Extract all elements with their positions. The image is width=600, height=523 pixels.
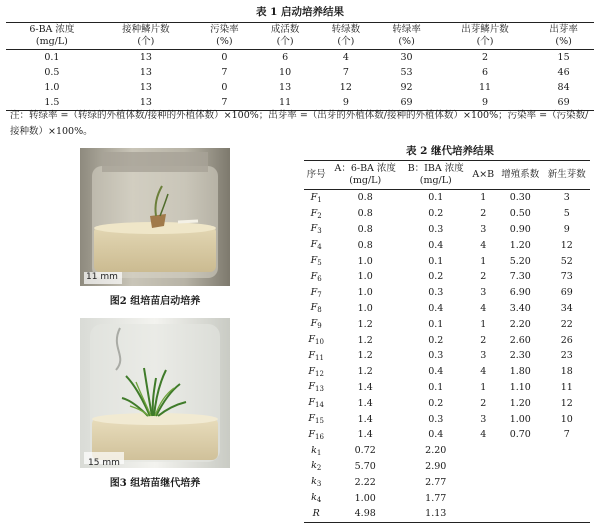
table-cell: 6 <box>282 52 289 63</box>
table1-header: 接种鳞片数 (个) <box>122 24 170 47</box>
table-row <box>304 332 590 348</box>
table-cell: 2.20 <box>509 318 531 330</box>
row-subscript: 10 <box>315 338 324 347</box>
row-subscript: 3 <box>316 480 322 489</box>
table-cell: 1.0 <box>44 82 60 93</box>
table-cell: 1.2 <box>357 350 373 362</box>
table-cell: 2.77 <box>425 476 447 488</box>
table-row <box>304 348 590 364</box>
table2-header: 新生芽数 <box>547 169 586 180</box>
row-symbol: F <box>310 223 318 235</box>
table-cell: 69 <box>557 97 570 108</box>
row-id <box>304 395 328 411</box>
table-row <box>304 411 590 427</box>
table-cell: 73 <box>560 271 573 283</box>
table-cell: 5.20 <box>509 255 531 267</box>
table-cell: 7 <box>221 67 228 78</box>
table-row <box>304 253 590 269</box>
row-subscript: 7 <box>317 290 322 299</box>
figure2-caption: 图2 组培苗启动培养 <box>109 296 201 307</box>
row-id <box>304 474 328 490</box>
table-cell: 53 <box>400 67 413 78</box>
table-row <box>304 506 590 522</box>
table-cell <box>497 474 543 490</box>
table-cell: 15 <box>557 52 570 63</box>
table-cell: 3 <box>480 287 487 299</box>
table-cell: 84 <box>557 82 570 93</box>
row-subscript: 6 <box>317 274 322 283</box>
table-cell: 11 <box>279 97 292 108</box>
figure3-scale-label: 15 mm <box>88 458 120 468</box>
table-row <box>304 269 590 285</box>
table-cell: 2 <box>480 397 487 409</box>
table-cell: 1.2 <box>357 366 373 378</box>
table-cell: 1.2 <box>357 318 373 330</box>
row-subscript: 12 <box>315 369 324 378</box>
row-subscript: 3 <box>317 227 322 236</box>
table-cell: 2.20 <box>425 445 447 457</box>
row-subscript: 5 <box>317 259 322 268</box>
table-row <box>304 395 590 411</box>
row-subscript: 13 <box>315 385 324 394</box>
table-cell: 3 <box>480 350 487 362</box>
table-cell: 0.2 <box>428 208 444 220</box>
table-cell: 4 <box>480 429 487 441</box>
table-cell: 6 <box>482 67 489 78</box>
table-cell: 0.8 <box>357 208 373 220</box>
table-cell: 2 <box>480 271 487 283</box>
row-symbol: F <box>310 239 318 251</box>
table-row <box>6 80 594 95</box>
row-symbol: k <box>311 444 317 456</box>
row-subscript: 2 <box>317 211 322 220</box>
table1-header: 污染率 (%) <box>210 24 239 47</box>
table-cell: 0.3 <box>428 413 444 425</box>
table-cell: 13 <box>139 67 152 78</box>
table-cell: 92 <box>400 82 413 93</box>
table-cell: 22 <box>560 318 573 330</box>
table2-caption: 表 2 继代培养结果 <box>405 145 495 157</box>
table-cell: 30 <box>400 52 413 63</box>
table-row <box>6 65 594 80</box>
table-cell: 0.4 <box>428 429 444 441</box>
table-cell: 4 <box>480 302 487 314</box>
figure3-photo <box>80 318 230 468</box>
table-cell: 0.2 <box>428 334 444 346</box>
table-cell: 46 <box>557 67 570 78</box>
table-cell: 1.20 <box>509 239 531 251</box>
row-symbol: R <box>312 508 320 520</box>
table-cell: 1.4 <box>357 413 373 425</box>
table1 <box>6 22 594 111</box>
table-cell <box>544 474 591 490</box>
table-cell: 10 <box>279 67 292 78</box>
table-cell: 1.10 <box>509 381 531 393</box>
row-symbol: F <box>310 286 318 298</box>
table-cell: 1.5 <box>44 97 60 108</box>
table-cell: 1.80 <box>509 366 531 378</box>
table-cell: 2.30 <box>509 350 531 362</box>
table-cell: 2.60 <box>509 334 531 346</box>
row-id <box>304 269 328 285</box>
table-cell: 12 <box>560 239 573 251</box>
table-cell: 11 <box>479 82 492 93</box>
table-cell: 13 <box>139 82 152 93</box>
table-cell: 9 <box>342 97 349 108</box>
table-row <box>304 443 590 459</box>
table-cell: 10 <box>560 413 573 425</box>
table-cell <box>497 506 543 522</box>
row-id <box>304 237 328 253</box>
table-cell: 1.13 <box>425 508 447 520</box>
row-symbol: F <box>310 207 318 219</box>
row-id <box>304 506 328 522</box>
table-cell <box>497 459 543 475</box>
table-cell: 0 <box>221 82 228 93</box>
table-cell: 4 <box>480 366 487 378</box>
table-cell: 13 <box>139 52 152 63</box>
table-row <box>304 301 590 317</box>
table-cell <box>469 506 497 522</box>
table-cell: 11 <box>560 381 573 393</box>
table-row <box>304 490 590 506</box>
table-cell: 2.22 <box>354 476 376 488</box>
figure3-caption: 图3 组培苗继代培养 <box>109 478 201 489</box>
table-cell: 12 <box>560 397 573 409</box>
table-cell: 0.8 <box>357 239 373 251</box>
table-cell: 7 <box>342 67 349 78</box>
table-cell: 0.1 <box>44 52 60 63</box>
table-cell <box>469 490 497 506</box>
table-cell: 3 <box>480 223 487 235</box>
table-cell: 1.4 <box>357 397 373 409</box>
table-cell: 0.2 <box>428 271 444 283</box>
table-cell: 0.90 <box>509 223 531 235</box>
row-id <box>304 490 328 506</box>
row-subscript: 8 <box>317 306 322 315</box>
row-symbol: F <box>308 428 316 440</box>
table1-header: 6-BA 浓度 (mg/L) <box>29 24 75 47</box>
table-cell: 1 <box>480 192 487 204</box>
table-cell: 0.1 <box>428 318 444 330</box>
figure2-photo <box>80 148 230 286</box>
row-symbol: F <box>310 191 318 203</box>
table-cell <box>497 490 543 506</box>
table-cell: 4.98 <box>354 508 376 520</box>
table1-caption: 表 1 启动培养结果 <box>255 6 345 18</box>
table-cell: 1.2 <box>357 334 373 346</box>
table2-header: A：6-BA 浓度 (mg/L) <box>334 163 396 186</box>
table-cell: 2.90 <box>425 460 447 472</box>
table-cell <box>544 506 591 522</box>
table-cell <box>544 490 591 506</box>
table-cell: 6.90 <box>509 287 531 299</box>
table-cell: 4 <box>480 239 487 251</box>
row-id <box>304 348 328 364</box>
table-cell: 18 <box>560 366 573 378</box>
table-cell: 0.1 <box>428 255 444 267</box>
row-id <box>304 332 328 348</box>
table-cell: 13 <box>279 82 292 93</box>
row-id <box>304 316 328 332</box>
table-cell: 1 <box>480 381 487 393</box>
table-cell: 1.00 <box>354 492 376 504</box>
table-cell <box>469 474 497 490</box>
row-subscript: 14 <box>315 401 324 410</box>
table1-header: 转绿率 (%) <box>392 24 421 47</box>
table-cell: 5 <box>563 208 570 220</box>
row-symbol: F <box>308 381 316 393</box>
row-subscript: 1 <box>316 448 322 457</box>
table-cell: 69 <box>400 97 413 108</box>
row-symbol: F <box>308 365 316 377</box>
row-symbol: k <box>311 492 317 504</box>
row-id <box>304 285 328 301</box>
table2 <box>304 160 590 523</box>
table-cell: 0.8 <box>357 192 373 204</box>
table-cell: 3 <box>563 192 570 204</box>
row-subscript: 15 <box>315 417 324 426</box>
row-symbol: F <box>310 302 318 314</box>
table-cell: 4 <box>342 52 349 63</box>
table-row <box>304 364 590 380</box>
table-cell: 1 <box>480 318 487 330</box>
row-id <box>304 301 328 317</box>
table-cell: 1.0 <box>357 255 373 267</box>
table-row <box>304 190 590 206</box>
table2-header: B：IBA 浓度 (mg/L) <box>407 163 464 186</box>
row-subscript: 11 <box>315 353 324 362</box>
table-cell: 0 <box>221 52 228 63</box>
table-cell: 34 <box>560 302 573 314</box>
table2-header: 增殖系数 <box>501 169 540 180</box>
table-row <box>6 50 594 66</box>
row-subscript: 9 <box>317 322 322 331</box>
row-symbol: k <box>311 476 317 488</box>
table-cell: 23 <box>560 350 573 362</box>
row-subscript: 1 <box>317 195 322 204</box>
table-cell: 0.30 <box>509 192 531 204</box>
row-id <box>304 380 328 396</box>
table-cell: 0.4 <box>428 302 444 314</box>
row-id <box>304 364 328 380</box>
table-cell: 7.30 <box>509 271 531 283</box>
table-cell: 26 <box>560 334 573 346</box>
table-cell <box>497 443 543 459</box>
table-cell: 0.72 <box>354 445 376 457</box>
table-cell: 3 <box>480 413 487 425</box>
table-cell <box>469 459 497 475</box>
table-cell: 0.3 <box>428 287 444 299</box>
row-id <box>304 253 328 269</box>
table-cell: 9 <box>482 97 489 108</box>
row-id <box>304 222 328 238</box>
table-cell: 13 <box>139 97 152 108</box>
table-cell: 1 <box>480 255 487 267</box>
row-id <box>304 206 328 222</box>
table-cell: 69 <box>560 287 573 299</box>
table2-header: 序号 <box>306 169 326 180</box>
table1-header: 出芽鳞片数 (个) <box>461 24 509 47</box>
table-cell: 0.5 <box>44 67 60 78</box>
table-cell: 2 <box>480 208 487 220</box>
row-symbol: F <box>310 270 318 282</box>
table-cell: 5.70 <box>354 460 376 472</box>
table-cell: 7 <box>563 429 570 441</box>
table-cell: 0.3 <box>428 350 444 362</box>
table-cell: 52 <box>560 255 573 267</box>
table-cell: 0.50 <box>509 208 531 220</box>
row-symbol: F <box>308 334 316 346</box>
table-cell: 1.4 <box>357 429 373 441</box>
table-cell: 0.8 <box>357 223 373 235</box>
table-cell <box>469 443 497 459</box>
row-id <box>304 190 328 206</box>
table-cell: 1.0 <box>357 271 373 283</box>
table-cell: 0.1 <box>428 381 444 393</box>
row-id <box>304 427 328 443</box>
table-row <box>304 206 590 222</box>
table-row <box>304 316 590 332</box>
table-cell: 0.4 <box>428 239 444 251</box>
table-cell: 0.1 <box>428 192 444 204</box>
table-cell: 1.0 <box>357 302 373 314</box>
row-symbol: F <box>310 255 318 267</box>
table-cell: 7 <box>221 97 228 108</box>
table-cell <box>544 459 591 475</box>
row-id <box>304 411 328 427</box>
table-cell: 0.2 <box>428 397 444 409</box>
table-cell: 0.3 <box>428 223 444 235</box>
table2-header: A×B <box>472 169 495 180</box>
table1-header: 转绿数 (个) <box>331 24 361 47</box>
table-row <box>304 474 590 490</box>
table-cell <box>544 443 591 459</box>
row-id <box>304 443 328 459</box>
table-row <box>304 237 590 253</box>
table-cell: 2 <box>482 52 489 63</box>
table1-header: 成活数 (个) <box>270 24 300 47</box>
row-subscript: 16 <box>315 432 324 441</box>
row-subscript: 4 <box>316 496 322 505</box>
row-subscript: 2 <box>316 464 322 473</box>
row-symbol: F <box>308 349 316 361</box>
row-symbol: F <box>308 397 316 409</box>
table-cell: 1.4 <box>357 381 373 393</box>
row-symbol: k <box>311 460 317 472</box>
table-cell: 2 <box>480 334 487 346</box>
table-cell: 12 <box>339 82 352 93</box>
table-row <box>304 285 590 301</box>
table-cell: 0.4 <box>428 366 444 378</box>
table-cell: 1.77 <box>425 492 447 504</box>
table-row <box>304 427 590 443</box>
row-symbol: F <box>308 413 316 425</box>
table-cell: 1.00 <box>509 413 531 425</box>
table1-note: 注：转绿率 =（转绿的外植体数/接种的外植体数）×100%；出芽率 =（出芽的外植体数/接种的外植体数）×100%；污染率 =（污染数/接种数）×100%。 <box>10 110 589 137</box>
table-cell: 0.70 <box>509 429 531 441</box>
table-cell: 3.40 <box>509 302 531 314</box>
table-row <box>304 380 590 396</box>
table-cell: 1.0 <box>357 287 373 299</box>
table-row <box>304 459 590 475</box>
row-symbol: F <box>310 318 318 330</box>
row-id <box>304 459 328 475</box>
figure2-scale-label: 11 mm <box>86 272 118 282</box>
table-cell: 1.20 <box>509 397 531 409</box>
row-subscript: 4 <box>317 243 322 252</box>
table1-header: 出芽率 (%) <box>549 24 578 47</box>
table-row <box>304 222 590 238</box>
table-cell: 9 <box>563 223 570 235</box>
